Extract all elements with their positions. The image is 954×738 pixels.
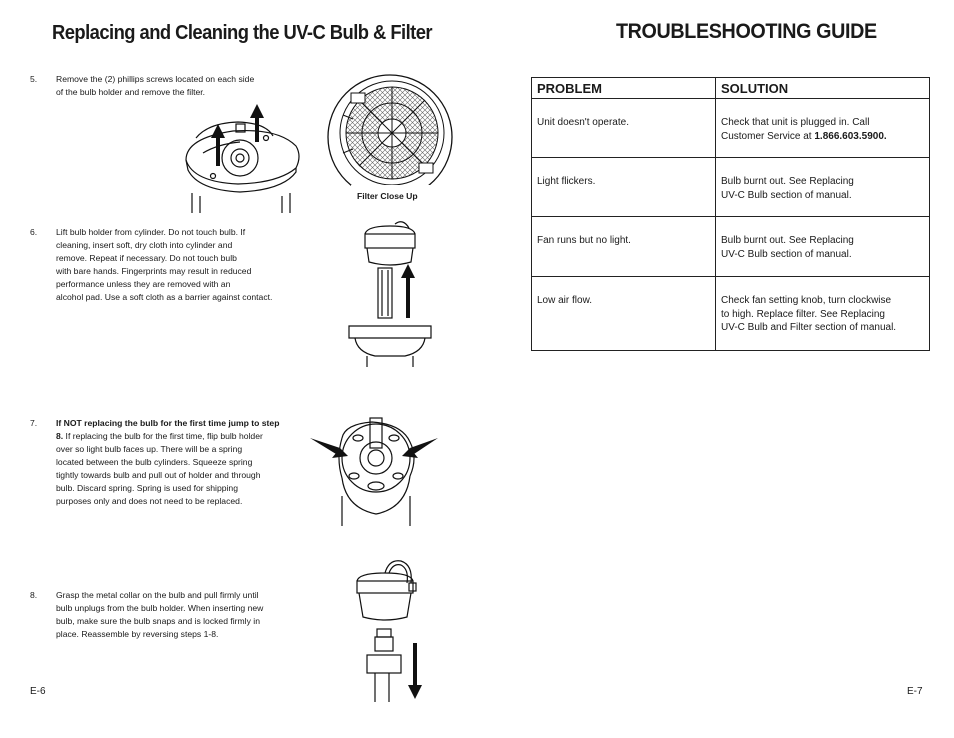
solution-line: Bulb burnt out. See Replacing bbox=[721, 235, 854, 246]
left-page-number: E-6 bbox=[30, 686, 46, 697]
step-6-number: 6. bbox=[30, 227, 38, 237]
customer-service-phone: 1.866.603.5900. bbox=[814, 130, 887, 142]
step-8-number: 8. bbox=[30, 590, 38, 600]
filter-caption: Filter Close Up bbox=[357, 191, 418, 201]
solution-line: Check that unit is plugged in. Call bbox=[721, 117, 870, 128]
problem-header: PROBLEM bbox=[532, 78, 716, 99]
squeeze-spring-icon bbox=[310, 418, 440, 528]
step-7-bold-line: If NOT replacing the bulb for the first time jump to step bbox=[56, 418, 280, 428]
table-header-row bbox=[532, 78, 930, 99]
solution-line: Check fan setting knob, turn clockwise bbox=[721, 295, 892, 306]
step-7-line: If replacing the bulb for the first time, flip bulb holder bbox=[63, 431, 263, 441]
problem-cell: Light flickers. bbox=[537, 176, 596, 187]
lift-bulb-holder-icon bbox=[345, 222, 435, 367]
filter-close-up-icon bbox=[315, 75, 465, 210]
table-row bbox=[532, 158, 930, 217]
step-8-line: bulb, make sure the bulb snaps and is locked firmly in bbox=[56, 616, 260, 626]
step-6-line: alcohol pad. Use a soft cloth as a barrier against contact. bbox=[56, 292, 273, 302]
left-page-title: Replacing and Cleaning the UV-C Bulb & Filter bbox=[52, 22, 433, 44]
bulb-holder-with-screws-icon bbox=[178, 98, 313, 213]
step-7-line: tightly towards bulb and pull out of holder and through bbox=[56, 470, 261, 480]
step-6-line: performance unless they are removed with an bbox=[56, 279, 231, 289]
step-6-line: Lift bulb holder from cylinder. Do not touch bulb. If bbox=[56, 227, 246, 237]
step-8-line: Grasp the metal collar on the bulb and pull firmly until bbox=[56, 590, 259, 600]
table-row bbox=[532, 277, 930, 351]
solution-header: SOLUTION bbox=[716, 78, 930, 99]
step-6-line: remove. Repeat if necessary. Do not touch bulb bbox=[56, 253, 237, 263]
step-7-line: located between the bulb cylinders. Squeeze spring bbox=[56, 457, 253, 467]
step-6-line: with bare hands. Fingerprints may result in reduced bbox=[56, 266, 252, 276]
step-7-line: over so light bulb faces up. There will be a spring bbox=[56, 444, 243, 454]
step-8-line: bulb unplugs from the bulb holder. When inserting new bbox=[56, 603, 264, 613]
table-row bbox=[532, 99, 930, 158]
solution-cell bbox=[721, 217, 924, 261]
solution-line: Customer Service at bbox=[721, 130, 815, 142]
solution-line: to high. Replace filter. See Replacing bbox=[721, 308, 885, 320]
step-5-number: 5. bbox=[30, 74, 38, 84]
right-page-title: TROUBLESHOOTING GUIDE bbox=[616, 20, 877, 43]
solution-cell bbox=[721, 158, 924, 202]
problem-cell: Low air flow. bbox=[537, 295, 593, 306]
step-8-line: place. Reassemble by reversing steps 1-8. bbox=[56, 629, 219, 639]
solution-line: Bulb burnt out. See Replacing bbox=[721, 176, 854, 187]
solution-line: UV-C Bulb section of manual. bbox=[721, 248, 852, 260]
solution-cell bbox=[721, 277, 924, 335]
step-6-line: cleaning, insert soft, dry cloth into cylinder and bbox=[56, 240, 233, 250]
solution-line: UV-C Bulb section of manual. bbox=[721, 189, 852, 201]
solution-cell bbox=[721, 99, 924, 143]
step-7-line: bulb. Discard spring. Spring is used for shipping bbox=[56, 483, 238, 493]
solution-line: UV-C Bulb and Filter section of manual. bbox=[721, 322, 897, 333]
step-5-line: of the bulb holder and remove the filter. bbox=[56, 87, 206, 97]
right-page-number: E-7 bbox=[907, 686, 923, 697]
step-7-number: 7. bbox=[30, 418, 38, 428]
problem-cell: Unit doesn't operate. bbox=[537, 117, 629, 128]
step-5-line: Remove the (2) phillips screws located on each side bbox=[56, 74, 255, 84]
step-7-line: purposes only and does not need to be replaced. bbox=[56, 496, 243, 506]
unplug-bulb-icon bbox=[345, 557, 435, 702]
problem-cell: Fan runs but no light. bbox=[537, 235, 631, 246]
step-7 bbox=[30, 417, 330, 512]
table-row bbox=[532, 217, 930, 277]
step-7-bold-prefix: 8. bbox=[56, 431, 64, 441]
step-6 bbox=[30, 226, 330, 306]
troubleshooting-table bbox=[531, 77, 930, 351]
step-8 bbox=[30, 589, 330, 644]
